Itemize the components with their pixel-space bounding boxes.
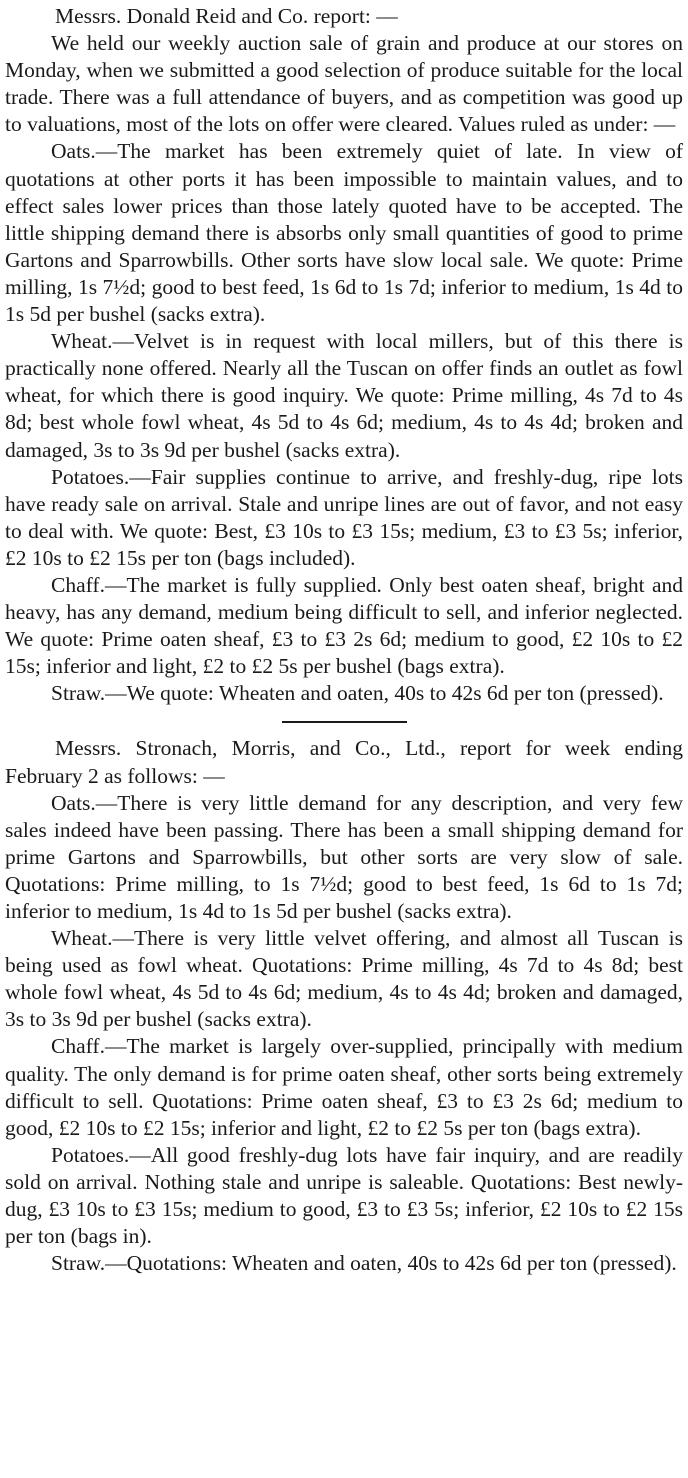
donald-reid-report	[5, 3, 683, 707]
oats-paragraph: Oats.—The market has been extremely quiet of late. In view of quotations at other ports it has been impossible to maintain values, and to effect sales lower prices than those lately quoted have to be accepted. The little shipping demand there is absorbs only small quantities of good to prime Gartons and Sparrowbills. Other sorts have slow local sale. We quote: Prime milling, 1s 7½d; good to best feed, 1s 6d to 1s 7d; inferior to medium, 1s 4d to 1s 5d per bushel (sacks extra).	[5, 139, 683, 327]
report-header: Messrs. Stronach, Morris, and Co., Ltd., report for week ending February 2 as follows: —	[5, 736, 683, 788]
wheat-paragraph: Wheat.—There is very little velvet offering, and almost all Tuscan is being used as fowl wheat. Quotations: Prime milling, 4s 7d to 4s 8d; best whole fowl wheat, 4s 5d to 4s 6d; medium, 4s to 4s 4d; broken and damaged, 3s to 3s 9d per bushel (sacks extra).	[5, 926, 683, 1032]
chaff-paragraph: Chaff.—The market is largely over-supplied, principally with medium quality. The only demand is for prime oaten sheaf, other sorts being extremely difficult to sell. Quotations: Prime oaten sheaf, £3 to £3 2s 6d; medium to good, £2 10s to £2 15s; inferior and light, £2 to £2 5s per ton (bags extra).	[5, 1034, 683, 1140]
potatoes-paragraph: Potatoes.—All good freshly-dug lots have fair inquiry, and are readily sold on arrival. Nothing stale and unripe is saleable. Quotations: Best newly-dug, £3 10s to £3 15s; medium to good, £3 to £3 5s; inferior, £2 10s to £2 15s per ton (bags in).	[5, 1142, 683, 1249]
intro-paragraph: We held our weekly auction sale of grain and produce at our stores on Monday, when we submitted a good selection of produce suitable for the local trade. There was a full attendance of buyers, and as competition was good up to valuations, most of the lots on offer were cleared. Values ruled as under: —	[5, 31, 683, 137]
oats-paragraph: Oats.—There is very little demand for any description, and very few sales indeed have been passing. There has been a small shipping demand for prime Gartons and Sparrowbills, but other sorts are very slow of sale. Quotations: Prime milling, to 1s 7½d; good to best feed, 1s 6d to 1s 7d; inferior to medium, 1s 4d to 1s 5d per bushel (sacks extra).	[5, 790, 683, 923]
potatoes-paragraph: Potatoes.—Fair supplies continue to arrive, and freshly-dug, ripe lots have ready sale on arrival. Stale and unripe lines are out of favor, and not easy to deal with. We quote: Best, £3 10s to £3 15s; medium, £3 to £3 5s; inferior, £2 10s to £2 15s per ton (bags included).	[5, 464, 683, 570]
section-divider	[282, 721, 407, 723]
wheat-paragraph: Wheat.—Velvet is in request with local millers, but of this there is practically none offered. Nearly all the Tuscan on offer finds an outlet as fowl wheat, for which there is good inquiry. We quote: Prime milling, 4s 7d to 4s 8d; best whole fowl wheat, 4s 5d to 4s 6d; medium, 4s to 4s 4d; broken and damaged, 3s to 3s 9d per bushel (sacks extra).	[5, 329, 683, 462]
stronach-morris-report	[5, 735, 683, 1277]
chaff-paragraph: Chaff.—The market is fully supplied. Only best oaten sheaf, bright and heavy, has any demand, medium being difficult to sell, and inferior neglected. We quote: Prime oaten sheaf, £3 to £3 2s 6d; medium to good, £2 10s to £2 15s; inferior and light, £2 to £2 5s per bushel (bags extra).	[5, 572, 683, 679]
straw-paragraph: Straw.—We quote: Wheaten and oaten, 40s to 42s 6d per ton (pressed).	[51, 681, 664, 706]
report-header: Messrs. Donald Reid and Co. report: —	[55, 4, 398, 28]
straw-paragraph: Straw.—Quotations: Wheaten and oaten, 40s to 42s 6d per ton (pressed).	[51, 1251, 677, 1276]
